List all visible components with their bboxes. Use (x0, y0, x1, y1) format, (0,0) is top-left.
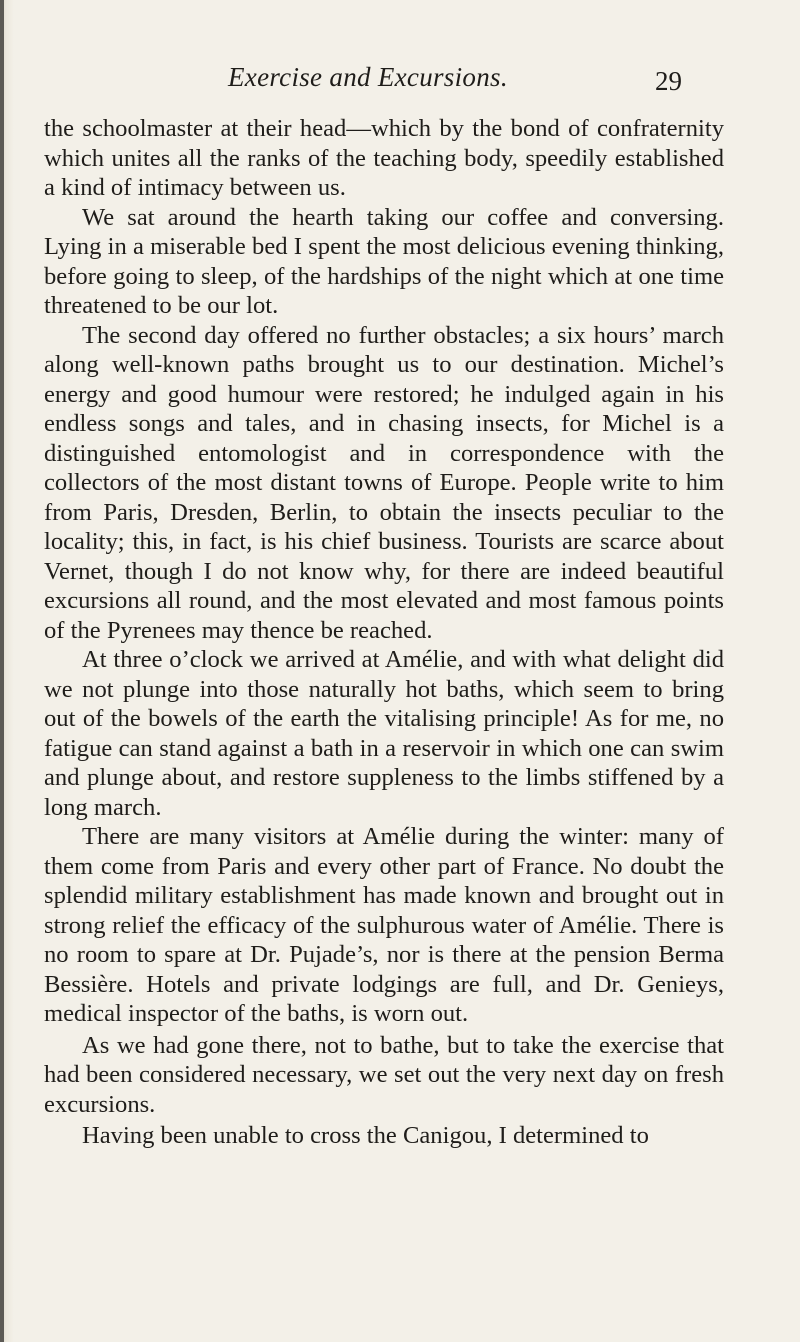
running-header (0, 62, 800, 102)
page-number: 29 (655, 66, 682, 96)
paragraph: We sat around the hearth taking our coffee and conversing. Lying in a miserable bed I spent the most delicious evening thinking, before going to sleep, of the hardships of the night which at one time threatened to be our lot. (44, 203, 724, 319)
paragraph: At three o’clock we arrived at Amélie, and with what delight did we not plunge into those naturally hot baths, which seem to bring out of the bowels of the earth the vitalising principle! As for me, no fatigue can stand against a bath in a reservoir in which one can swim and plunge about, and restore suppleness to the limbs stiffened by a long march. (44, 646, 724, 821)
paragraph: As we had gone there, not to bathe, but to take the exercise that had been considered necessary, we set out the very next day on fresh excursions. (44, 1031, 724, 1118)
paragraph: There are many visitors at Amélie during the winter: many of them come from Paris and every other part of France. No doubt the splendid military establishment has made known and brought out in strong relief the efficacy of the sulphurous water of Amélie. There is no room to spare at Dr. Pujade’s, nor is there at the pension Berma Bessière. Hotels and private lodgings are full, and Dr. Genieys, medical inspector of the baths, is worn out. (44, 823, 724, 1027)
running-title: Exercise and Excursions. (228, 62, 508, 92)
paragraph: The second day offered no further obstacles; a six hours’ march along well-known paths brought us to our destination. Michel’s energy and good humour were restored; he indulged again in his endless songs and tales, and in chasing insects, for Michel is a distinguished entomologist and in correspondence with the collectors of the most distant towns of Europe. People write to him from Paris, Dresden, Berlin, to obtain the insects peculiar to the locality; this, in fact, is his chief business. Tourists are scarce about Vernet, though I do not know why, for there are indeed beautiful excursions all round, and the most elevated and most famous points of the Pyrenees may thence be reached. (44, 321, 724, 644)
body-text (44, 114, 724, 1151)
paragraph: the schoolmaster at their head—which by the bond of confraternity which unites all the ranks of the teaching body, speedily established a kind of intimacy between us. (44, 115, 724, 201)
paragraph: Having been unable to cross the Canigou, I determined to (82, 1122, 649, 1149)
page-binding-edge (0, 0, 4, 1342)
